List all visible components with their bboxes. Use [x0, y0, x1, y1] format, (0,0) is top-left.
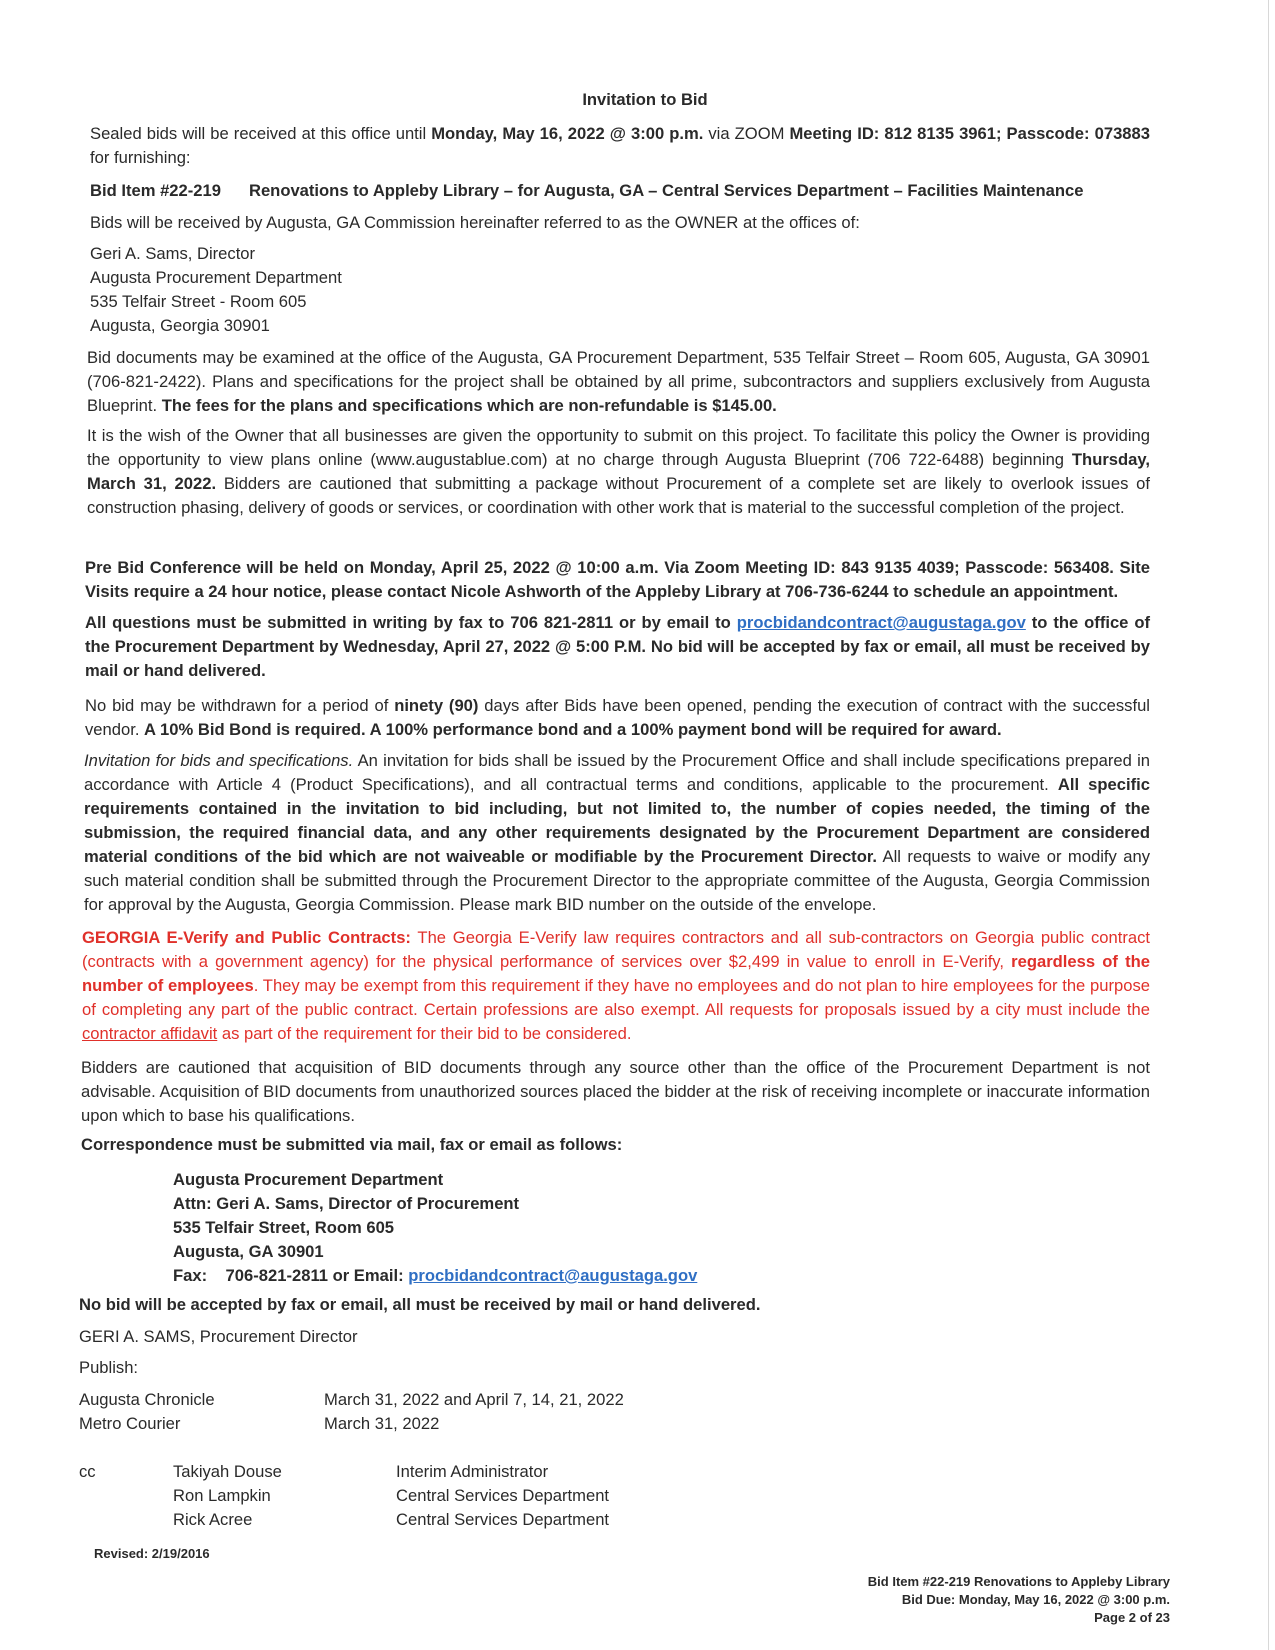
address-line: Augusta Procurement Department: [90, 268, 342, 287]
bid-documents-text: Bid documents may be examined at the office of the Augusta, GA Procurement Department, 535 Telfair Street – Room 605, Augusta, GA 30901 (706-821-2422). Plans and specifications for the project shall be obtained by all prime, subcontractors and suppliers exclusively from Augusta Blueprint.: [87, 348, 1150, 415]
bid-item-description: Renovations to Appleby Library – for Augusta, GA – Central Services Department – Facilities Maintenance: [248, 181, 1084, 200]
questions-text-2: to the office of the Procurement Department by Wednesday, April 27, 2022 @ 5:00 P.M. No bid will be accepted by fax or email, all must be received by mail or hand delivered.: [85, 613, 1150, 680]
correspondence-address-block: [173, 1168, 697, 1288]
publication-dates: March 31, 2022 and April 7, 14, 21, 2022: [324, 1390, 624, 1409]
address-line: 535 Telfair Street - Room 605: [90, 292, 307, 311]
withdrawal-paragraph: [85, 694, 1150, 742]
contractor-affidavit-link[interactable]: contractor affidavit: [82, 1024, 218, 1043]
caution-paragraph: Bidders are cautioned that acquisition of BID documents through any source other than the office of the Procurement Department is not advisable. Acquisition of BID documents from unauthorized sources placed the bidder at the risk of receiving incomplete or inaccurate information upon which to base his qualifications.: [81, 1058, 1150, 1125]
cc-name: Rick Acree: [173, 1510, 253, 1529]
intro-text-2: via ZOOM: [703, 124, 790, 143]
cc-title: Central Services Department: [396, 1510, 610, 1529]
revised-date: Revised: 2/19/2016: [94, 1546, 210, 1561]
address-line: Augusta, GA 30901: [173, 1242, 324, 1261]
owner-line: Bids will be received by Augusta, GA Commission hereinafter referred to as the OWNER at the offices of:: [90, 213, 860, 232]
cc-name: Ron Lampkin: [173, 1486, 271, 1505]
bid-due-date: Monday, May 16, 2022 @ 3:00 p.m.: [431, 124, 704, 143]
address-line: Augusta, Georgia 30901: [90, 316, 270, 335]
footer-bid-due: Bid Due: Monday, May 16, 2022 @ 3:00 p.m.: [901, 1592, 1170, 1607]
pre-bid-conference-paragraph: Pre Bid Conference will be held on Monday, April 25, 2022 @ 10:00 a.m. Via Zoom Meeting ID: 843 9135 4039; Passcode: 563408. Site Visits require a 24 hour notice, please contact Nicole Ashworth of the Appleby Library at 706-736-6244 to schedule an appointment.: [85, 558, 1150, 601]
questions-text: All questions must be submitted in writing by fax to 706 821-2811 or by email to: [85, 613, 737, 632]
address-line: Attn: Geri A. Sams, Director of Procurement: [173, 1194, 520, 1213]
correspondence-email-link[interactable]: procbidandcontract@augustaga.gov: [408, 1266, 698, 1285]
withdrawal-period: ninety (90): [394, 696, 479, 715]
bid-item-number: Bid Item #22-219: [90, 181, 221, 200]
intro-text-3: for furnishing:: [90, 148, 191, 167]
questions-email-link[interactable]: procbidandcontract@augustaga.gov: [736, 613, 1026, 632]
address-line: Augusta Procurement Department: [173, 1170, 444, 1189]
e-verify-text-2: . They may be exempt from this requirement if they have no employees and do not plan to hire employees for the purpose of completing any part of the public contract. Certain professions are also exempt. All requests for proposals issued by a city must include the: [82, 976, 1150, 1019]
address-line: 535 Telfair Street, Room 605: [173, 1218, 395, 1237]
e-verify-emphasis: regardless of the number of employees: [82, 952, 1150, 995]
page-footer: [868, 1573, 1170, 1627]
address-block: [90, 242, 342, 338]
fax-email-line: [173, 1264, 697, 1288]
e-verify-heading: GEORGIA E-Verify and Public Contracts:: [82, 928, 411, 947]
withdrawal-text-2: days after Bids have been opened, pending the execution of contract with the successful vendor.: [85, 696, 1150, 739]
footer-page-number: Page 2 of 23: [1094, 1610, 1170, 1625]
owner-wish-text: It is the wish of the Owner that all businesses are given the opportunity to submit on this project. To facilitate this policy the Owner is providing the opportunity to view plans online (www.augustablue.com) at no charge through Augusta Blueprint (706 722-6488) beginning: [87, 426, 1150, 469]
correspondence-heading: Correspondence must be submitted via mail, fax or email as follows:: [81, 1135, 623, 1154]
zoom-meeting-id: Meeting ID: 812 8135 3961; Passcode: 073883: [789, 124, 1150, 143]
publication-name: Metro Courier: [79, 1414, 181, 1433]
bid-item-line: [90, 179, 1170, 203]
invitation-specifications-paragraph: [84, 749, 1150, 917]
invitation-heading: Invitation for bids and specifications.: [84, 751, 354, 770]
publication-name: Augusta Chronicle: [79, 1390, 215, 1409]
page-title: Invitation to Bid: [582, 90, 708, 109]
publication-dates: March 31, 2022: [324, 1414, 440, 1433]
e-verify-text: The Georgia E-Verify law requires contractors and all sub-contractors on Georgia public contract (contracts with a government agency) for the physical performance of services over $2,499 in value to enroll in E-Verify,: [82, 928, 1150, 971]
invitation-text: An invitation for bids shall be issued by the Procurement Office and shall include specifications prepared in accordance with Article 4 (Product Specifications), and all contractual terms and conditions, applicable to the procurement.: [84, 751, 1151, 794]
bond-requirements: A 10% Bid Bond is required. A 100% performance bond and a 100% payment bond will be required for award.: [144, 720, 1002, 739]
questions-paragraph: [85, 611, 1150, 683]
no-bid-notice: No bid will be accepted by fax or email, all must be received by mail or hand delivered.: [79, 1295, 761, 1314]
material-conditions-text: All specific requirements contained in the invitation to bid including, but not limited to, the number of copies needed, the timing of the submission, the required financial data, and any other requirements designated by the Procurement Department are considered material conditions of the bid which are not waiveable or modifiable by the Procurement Director.: [84, 775, 1150, 866]
e-verify-text-3: as part of the requirement for their bid to be considered.: [217, 1024, 632, 1043]
cc-name: Takiyah Douse: [173, 1462, 282, 1481]
publish-label: Publish:: [79, 1358, 139, 1377]
footer-bid-item: Bid Item #22-219 Renovations to Appleby Library: [867, 1574, 1170, 1589]
invitation-text-2: All requests to waive or modify any such material condition shall be submitted through the Procurement Director to the appropriate committee of the Augusta, Georgia Commission for approval by the Augusta, Georgia Commission. Please mark BID number on the outside of the envelope.: [84, 847, 1151, 914]
signature-line: GERI A. SAMS, Procurement Director: [79, 1327, 358, 1346]
cc-title: Interim Administrator: [396, 1462, 549, 1481]
fax-text: Fax: 706-821-2811 or Email:: [173, 1266, 409, 1285]
cc-label: cc: [79, 1462, 96, 1481]
e-verify-paragraph: [82, 926, 1150, 1046]
owner-wish-paragraph: [87, 424, 1150, 520]
withdrawal-text: No bid may be withdrawn for a period of: [85, 696, 395, 715]
intro-paragraph: [90, 122, 1150, 170]
fees-text: The fees for the plans and specifications which are non-refundable is $145.00.: [161, 396, 777, 415]
bid-documents-paragraph: [87, 346, 1150, 418]
cc-title: Central Services Department: [396, 1486, 610, 1505]
owner-wish-text-2: Bidders are cautioned that submitting a package without Procurement of a complete set are likely to overlook issues of construction phasing, delivery of goods or services, or coordination with other work that is material to the successful completion of the project.: [87, 474, 1151, 517]
address-line: Geri A. Sams, Director: [90, 244, 256, 263]
page-edge: [1268, 0, 1269, 1650]
plans-available-date: Thursday, March 31, 2022.: [87, 450, 1150, 493]
intro-text: Sealed bids will be received at this office until: [90, 124, 432, 143]
